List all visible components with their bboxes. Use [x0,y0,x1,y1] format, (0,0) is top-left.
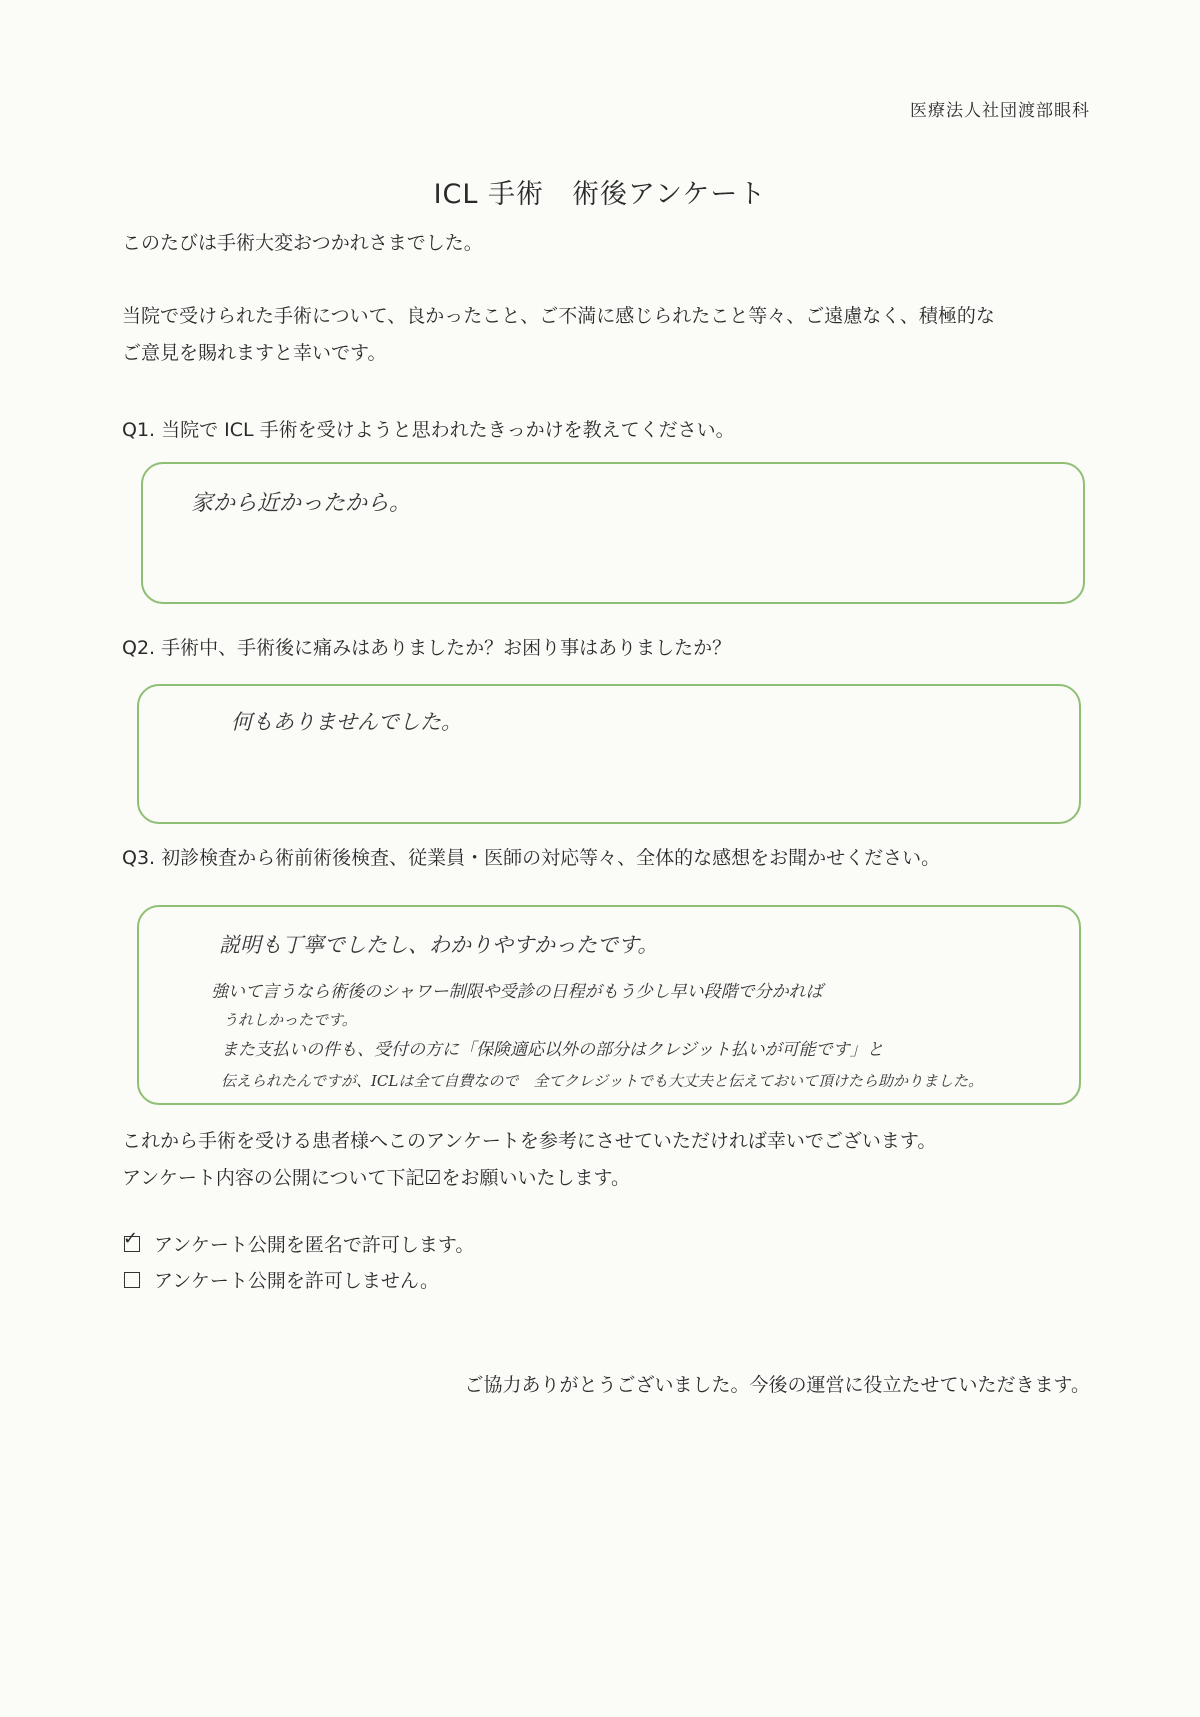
option-deny-label: アンケート公開を許可しません。 [154,1270,440,1292]
q3-answer-line-4: また支払いの件も、受付の方に「保険適応以外の部分はクレジット払いが可能です」と [221,1040,884,1060]
q2-answer: 何もありませんでした。 [231,710,462,734]
q2-question: Q2. 手術中、手術後に痛みはありましたか？お困り事はありましたか？ [122,637,732,659]
outro-line-2: アンケート内容の公開について下記☑をお願いいたします。 [122,1167,630,1189]
checkmark-icon: ✓ [123,1227,139,1249]
page-title: ICL 手術 術後アンケート [433,179,767,210]
intro-line-3: ご意見を賜れますと幸いです。 [122,342,387,364]
q1-question: Q1. 当院で ICL 手術を受けようと思われたきっかけを教えてください。 [122,419,735,441]
checkbox-allow-anonymous[interactable] [123,1227,140,1252]
q1-answer-box[interactable] [141,462,1085,604]
outro-line-1: これから手術を受ける患者様へこのアンケートを参考にさせていただければ幸いでございます。 [122,1130,937,1152]
q3-answer-line-2: 強いて言うなら術後のシャワー制限や受診の日程がもう少し早い段階で分かれば [211,982,823,1002]
checkbox-deny[interactable] [124,1272,140,1288]
intro-line-2: 当院で受けられた手術について、良かったこと、ご不満に感じられたこと等々、ご遠慮なく、積極的な [122,305,995,327]
q1-answer: 家から近かったから。 [191,491,412,516]
intro-line-1: このたびは手術大変おつかれさまでした。 [122,232,483,254]
thanks-message: ご協力ありがとうございました。今後の運営に役立たせていただきます。 [464,1374,1090,1396]
clinic-name: 医療法人社団渡部眼科 [910,101,1090,121]
q3-answer-line-3: うれしかったです。 [223,1011,357,1029]
q3-answer-box[interactable] [137,905,1081,1105]
option-allow-anonymous-label: アンケート公開を匿名で許可します。 [154,1234,475,1256]
option-deny[interactable] [124,1266,439,1293]
q2-answer-box[interactable] [137,684,1081,824]
option-allow-anonymous[interactable] [123,1227,475,1257]
q3-question: Q3. 初診検査から術前術後検査、従業員・医師の対応等々、全体的な感想をお聞かせください。 [122,847,941,869]
q3-answer-line-1: 説明も丁寧でしたし、わかりやすかったです。 [219,933,659,957]
q3-answer-line-5: 伝えられたんですが、ICLは全て自費なので 全てクレジットでも大丈夫と伝えておいて頂けたら助かりました。 [221,1072,983,1090]
